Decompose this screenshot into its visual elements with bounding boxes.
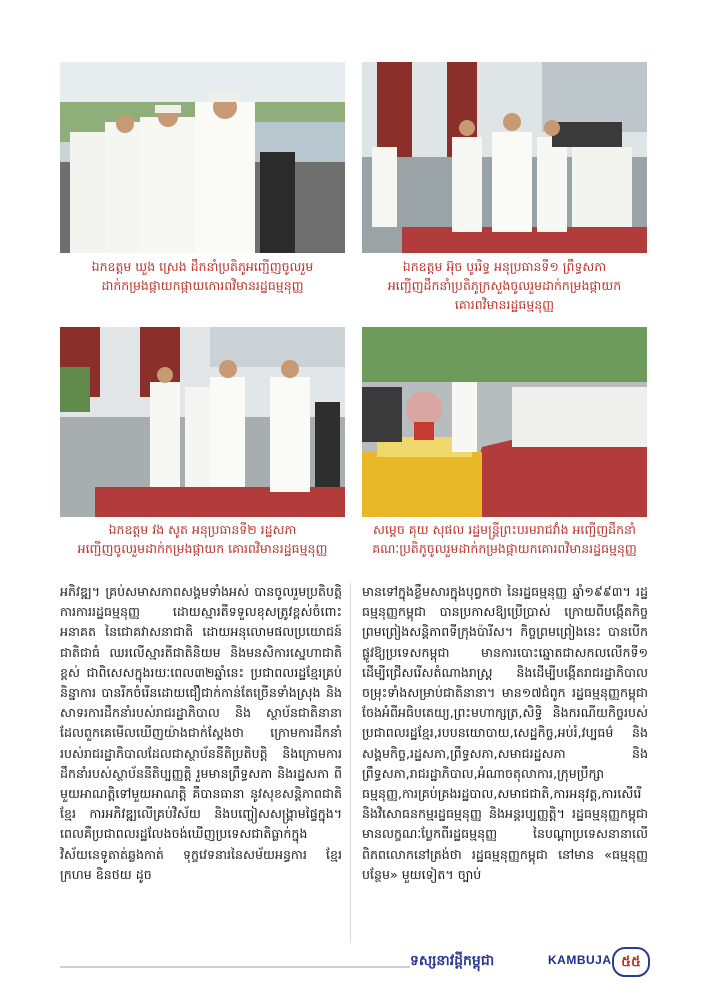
page-number: ៥៥ [612, 947, 650, 977]
photo-officials-salute [60, 62, 345, 253]
caption-line: ឯកឧត្ដម ឃួង ស្រេង ដឹកនាំប្រតិភូអញ្ជើញចូលរួម [91, 259, 314, 274]
column-divider [350, 583, 351, 943]
footer-magazine-title: ទស្សនាវដ្ដីកម្ពុជា [410, 953, 495, 969]
photo-wreath-laying [362, 327, 647, 517]
caption-line: សម្ដេច គុយ សុផល រដ្ឋមន្ត្រីព្រះបរមរាជវាំង អញ្ជើញដឹកនាំ [373, 522, 636, 537]
footer-kambuja-logo: KAMBUJA [548, 953, 612, 967]
photo-delegation-monument [362, 62, 647, 253]
photo-vice-president-delegation [60, 327, 345, 517]
caption-line: អញ្ជើញដឹកនាំប្រតិភូក្រសួងចូលរួមដាក់កម្រងផ្កាយក [387, 278, 622, 293]
caption-photo-1 [60, 257, 345, 295]
caption-line: អញ្ជើញចូលរួមដាក់កម្រងផ្កាយក គោរពវិមានរដ្ឋធម្មនុញ្ញ [77, 541, 328, 556]
article-column-right [362, 582, 648, 944]
caption-line: ឯកឧត្ដម អ៊ុច បូររិទ្ធ អនុប្រធានទី១ ព្រឹទ្ធសភា [402, 259, 607, 274]
article-paragraph: អភិវឌ្ឍ។ គ្រប់សមាសភាពសង្គមទាំងអស់ បានចូលរួមប្រតិបត្តិ ការការរដ្ឋធម្មនុញ្ញ ដោយស្មារតីទទួលខុសត្រូវខ្ពស់ចំពោះអនាគត នៃជោគវាសនាជាតិ ដោយអនុលោមផលប្រយោជន៍ជាតិជាធំ ឈរលើស្មារតីជាតិនិយម និងមនសិការស្នេហាជាតិខ្ពស់ ជាពិសេសក្នុងរយៈពេល៣២ឆ្នាំនេះ ប្រជាពលរដ្ឋខ្មែរគ្រប់និន្នាការ បានរីកចំរើនដោយជឿជាក់កាន់តែច្រើនទាំងស្រុង និងសាទរការដឹកនាំរបស់រាជរដ្ឋាភិបាល និង ស្ថាប័នជាតិនានា ដែលពួកគេមើលឃើញយ៉ាងជាក់ស្ដែងថា ក្រោមការដឹកនាំរបស់រាជរដ្ឋាភិបាលដែលជាស្ថាប័ននីតិប្រតិបត្តិ និងក្រោមការដឹកនាំរបស់ស្ថាប័ននីតិប្បញ្ញត្តិ រួមមានព្រឹទ្ធសភា និងរដ្ឋសភា ពីមួយអាណត្តិទៅមួយអាណត្តិ គឺបានធានា នូវសុខសន្តិភាពជាតិខ្មែរ ការអភិវឌ្ឍលើគ្រប់វិស័យ និងបញ្ចៀសសង្គ្រាមផ្ទៃក្នុង។ ពេលគឺប្រជាពលរដ្ឋលែងចង់ឃើញប្រទេសជាតិធ្លាក់ក្នុងវិស័យនេទូតាត់ឆ្លងកាត់ ទុក្ខវេទនារនៃសម័យអន្ធការ ខ្មែរក្រហម ឧិនថយ ដូច [60, 584, 342, 882]
footer-rule [60, 966, 410, 968]
caption-photo-3 [60, 520, 345, 558]
caption-photo-4 [362, 520, 647, 558]
caption-photo-2 [362, 257, 647, 314]
caption-line: គណៈប្រតិភូចូលរួមដាក់កម្រងផ្កាយកគោរពវិមានរដ្ឋធម្មនុញ្ញ [372, 541, 637, 556]
article-column-left [60, 582, 342, 944]
caption-line: ឯកឧត្ដម វង សូត អនុប្រធានទី២ រដ្ឋសភា [108, 522, 297, 537]
article-paragraph: មានទៅក្នុងខ្លឹមសារក្នុងបុព្វកថា នៃរដ្ឋធម្មនុញ្ញ ឆ្នាំ១៩៩៣។ រដ្ឋធម្មនុញ្ញកម្ពុជា បានប្រកាសឱ្យប្រើប្រាស់ ក្រោយពីបង្កើតកិច្ចព្រមព្រៀងសន្តិភាពទីក្រុងប៉ារីស។ កិច្ចព្រមព្រៀងនេះ បានបើកផ្លូវឱ្យប្រទេសកម្ពុជា មានការបោះឆ្នោតជាសកលលើកទី១ ដើម្បីជ្រើសរើសតំណាងរាស្ត្រ និងដើម្បីបង្កើតរាជរដ្ឋាភិបាលចម្រុះទាំងសម្រាប់ជាតិនានា។ មាន១៧ជំពូក រដ្ឋធម្មនុញ្ញកម្ពុជា ចែងអំពីអធិបតេយ្យ,ព្រះមហាក្សត្រ,សិទ្ធិ និងករណីយកិច្ចរបស់ប្រជាពលរដ្ឋខ្មែរ,របបនយោបាយ,សេដ្ឋកិច្ច,អប់រំ,វប្បធម៌ និងសង្គមកិច្ច,រដ្ឋសភា,ព្រឹទ្ធសភា,សមាជរដ្ឋសភា និងព្រឹទ្ធសភា,រាជរដ្ឋាភិបាល,អំណាចតុលាការ,ក្រុមប្រឹក្សាធម្មនុញ្ញ,ការគ្រប់គ្រងរដ្ឋបាល,សមាជជាតិ,ការអនុវត្ត,ការសើរើ និងវិសោធនកម្មរដ្ឋធម្មនុញ្ញ និងអន្តរប្បញ្ញត្តិ។ រដ្ឋធម្មនុញ្ញកម្ពុជា មានលក្ខណៈប្លែកពីរដ្ឋធម្មនុញ្ញ នៃបណ្ដាប្រទេសនានាលើពិភពលោកនៅត្រង់ថា រដ្ឋធម្មនុញ្ញកម្ពុជា នៅមាន «ធម្មនុញ្ញបន្ថែម» មួយទៀត។ ច្បាប់ [362, 584, 648, 882]
caption-line: គោរពវិមានរដ្ឋធម្មនុញ្ញ [454, 297, 555, 312]
caption-line: ដាក់កម្រងផ្កាយកផ្កាយកោរពវិមានរដ្ឋធម្មនុញ្ញ [101, 278, 304, 293]
